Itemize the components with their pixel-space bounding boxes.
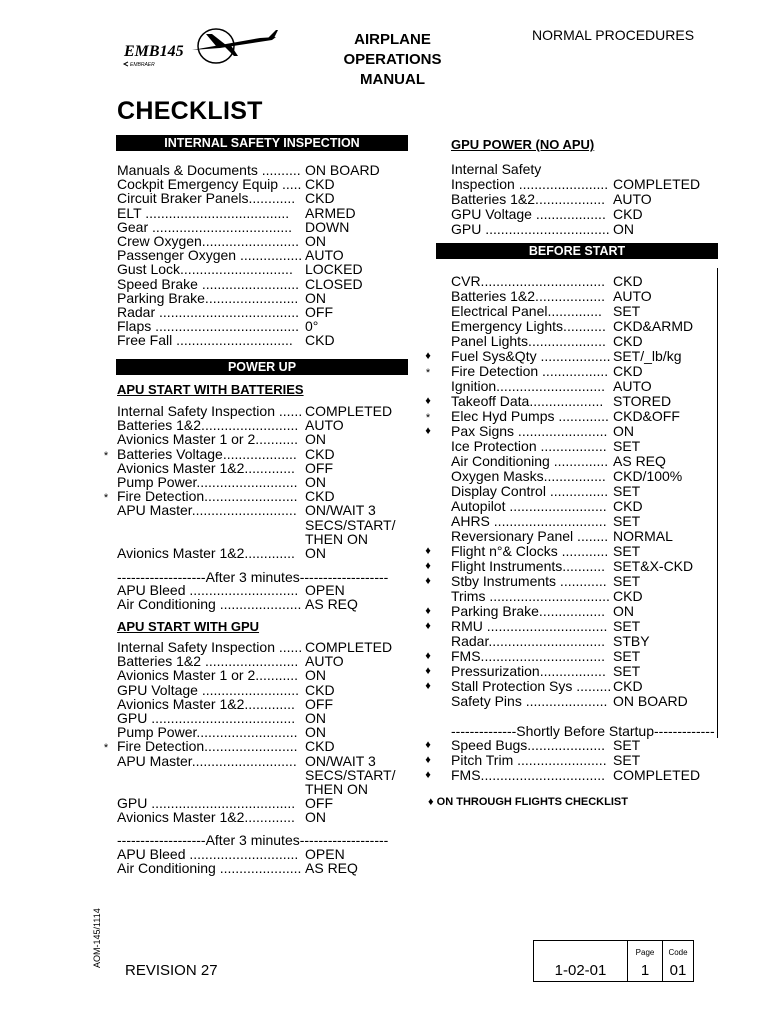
item-value: COMPLETED — [613, 767, 701, 783]
item-value: OFF — [305, 695, 333, 712]
item-value: CKD — [613, 363, 643, 379]
item-value: OPEN — [305, 846, 345, 862]
section-name: NORMAL PROCEDURES — [532, 27, 695, 43]
item-label: Crew Oxygen......................... — [117, 234, 300, 249]
item-value: ON BOARD — [613, 693, 688, 709]
item-label: Gust Lock............................. — [117, 262, 293, 278]
checklist-row — [451, 634, 733, 649]
item-value: ON — [613, 603, 634, 619]
item-label: Air Conditioning .............. — [451, 454, 609, 469]
item-label: APU Master........................... — [117, 503, 297, 519]
item-label: Free Fall .............................. — [117, 333, 293, 349]
checklist-row — [117, 546, 425, 561]
item-label: APU Bleed ............................ — [117, 847, 299, 862]
checklist-row — [117, 461, 425, 476]
checklist-row — [425, 678, 733, 694]
before-start-header: BEFORE START — [436, 243, 718, 259]
checklist-row — [117, 640, 425, 655]
item-value: CKD — [613, 498, 643, 514]
item-value: AUTO — [305, 417, 344, 434]
item-value: SET/_lb/kg — [613, 348, 682, 364]
item-label: Passenger Oxygen ................ — [117, 248, 303, 264]
item-value: OFF — [305, 795, 333, 812]
item-value: ON — [305, 710, 326, 726]
item-label: Safety Pins ..................... — [451, 694, 608, 709]
item-value: 0° — [305, 318, 319, 335]
item-value: AS REQ — [613, 453, 666, 469]
document-id: AOM-145/1114 — [92, 908, 102, 968]
item-value: SET&X-CKD — [613, 558, 694, 574]
checklist-row — [117, 333, 425, 348]
checklist-row — [451, 454, 733, 469]
item-label: Parking Brake........................ — [117, 290, 299, 306]
checklist-row — [425, 423, 733, 439]
checklist-row — [117, 291, 425, 306]
checklist-row — [117, 234, 425, 249]
item-label: Trims ............................... — [451, 589, 610, 604]
checklist-row — [425, 558, 733, 574]
item-label: APU Bleed ............................ — [117, 583, 299, 598]
item-label: Ice Protection ................. — [451, 439, 607, 454]
item-value: SET — [613, 663, 641, 679]
item-value: COMPLETED — [305, 403, 393, 419]
checklist-row — [117, 711, 425, 726]
item-label: FMS................................ — [451, 649, 606, 664]
checklist-row — [451, 499, 733, 514]
item-label: Stall Protection Sys ......... — [451, 679, 611, 694]
item-label: Electrical Panel.............. — [451, 304, 602, 319]
item-label: Inspection ....................... — [451, 177, 609, 192]
item-label: Pump Power.......................... — [117, 725, 298, 741]
item-value: ON — [305, 809, 326, 826]
item-label: RMU ............................... — [451, 619, 608, 634]
diamond-mark-icon: ♦ — [425, 350, 431, 362]
item-value: AS REQ — [305, 596, 358, 613]
item-label: Manuals & Documents .......... — [117, 163, 301, 178]
revision-label: REVISION 27 — [125, 962, 218, 979]
item-value: SET — [613, 737, 641, 753]
diamond-mark-icon: ♦ — [425, 425, 431, 437]
checklist-row — [117, 810, 425, 825]
item-label: ELT ..................................... — [117, 205, 290, 221]
item-label: Internal Safety Inspection ...... — [117, 404, 303, 419]
checklist-row — [117, 697, 425, 712]
checklist-row — [117, 248, 425, 263]
item-value: SET — [613, 648, 641, 664]
item-value: ON/WAIT 3 — [305, 502, 376, 519]
checklist-row — [451, 439, 733, 454]
checklist-row — [451, 207, 733, 222]
item-label: GPU Voltage ......................... — [117, 682, 300, 698]
diamond-mark-icon: ♦ — [425, 754, 431, 766]
item-value: AUTO — [613, 378, 652, 394]
item-label: Batteries 1&2......................... — [117, 418, 299, 434]
item-label: Internal Safety — [451, 162, 542, 177]
checklist-row — [117, 683, 425, 698]
item-label: Reversionary Panel ........ — [451, 529, 609, 544]
item-value: CKD — [305, 738, 335, 755]
checklist-row — [117, 518, 425, 533]
checklist-row — [451, 192, 733, 207]
item-label: Internal Safety Inspection ...... — [117, 640, 303, 655]
through-flights-footnote: ♦ ON THROUGH FLIGHTS CHECKLIST — [428, 796, 628, 808]
item-value: CLOSED — [305, 275, 363, 292]
item-value: CKD — [613, 273, 643, 289]
item-label: Radar.............................. — [451, 634, 606, 649]
checklist-row — [451, 589, 733, 604]
checklist-row — [451, 319, 733, 334]
gpu-power-heading: GPU POWER (NO APU) — [451, 137, 595, 152]
checklist-row — [425, 363, 733, 379]
item-label: GPU ..................................... — [117, 796, 296, 812]
item-label: Avionics Master 1 or 2........... — [117, 668, 299, 684]
checklist-row — [117, 725, 425, 740]
item-label: Cockpit Emergency Equip ..... — [117, 177, 302, 193]
diamond-mark-icon: ♦ — [425, 650, 431, 662]
checklist-row — [451, 334, 733, 349]
checklist-row — [117, 654, 425, 669]
item-value: SET — [613, 438, 641, 454]
item-value: ON — [305, 474, 326, 490]
item-value: ON — [305, 545, 326, 561]
logo-sub: EMBRAER — [130, 62, 155, 68]
item-label: Elec Hyd Pumps ............. — [451, 409, 609, 424]
checklist-row — [103, 445, 425, 462]
item-value: CKD — [305, 445, 335, 462]
apu-gpu-heading: APU START WITH GPU — [117, 619, 260, 634]
item-value: CKD — [305, 332, 335, 349]
asterisk-mark-icon: * — [103, 742, 109, 755]
checklist-row — [451, 379, 733, 394]
power-up-header: POWER UP — [116, 359, 408, 375]
title-line-3: MANUAL — [360, 71, 425, 88]
code-number: 01 — [669, 962, 687, 979]
item-value: CKD&OFF — [613, 408, 680, 424]
checklist-row — [117, 319, 425, 334]
checklist-row — [117, 404, 425, 419]
checklist-row — [117, 262, 425, 277]
item-value: AUTO — [305, 653, 344, 670]
checklist-row — [117, 177, 425, 192]
checklist-row — [425, 348, 733, 364]
checklist-row — [117, 277, 425, 292]
item-label: Avionics Master 1&2............. — [117, 546, 295, 561]
item-label: Avionics Master 1&2............. — [117, 810, 295, 826]
item-value: NORMAL — [613, 528, 673, 544]
item-label: Pax Signs ....................... — [451, 424, 608, 439]
checklist-row — [117, 782, 425, 797]
checklist-row — [425, 752, 733, 768]
item-label: Ignition............................ — [451, 379, 606, 394]
checklist-row — [117, 475, 425, 490]
checklist-row — [425, 543, 733, 559]
item-value: OPEN — [305, 582, 345, 598]
after-3-minutes-divider-2: -------------------After 3 minutes------------------- — [117, 832, 389, 848]
checklist-row — [117, 220, 425, 235]
item-label: Avionics Master 1&2............. — [117, 460, 295, 476]
diamond-mark-icon: ♦ — [425, 739, 431, 751]
checklist-row — [117, 163, 425, 178]
checklist-row — [117, 191, 425, 206]
checklist-row — [451, 529, 733, 544]
item-value: CKD — [305, 681, 335, 698]
item-value: SET — [613, 303, 641, 319]
page-label: Page — [635, 948, 655, 957]
item-value: AUTO — [613, 191, 652, 207]
after-3-minutes-divider: -------------------After 3 minutes------------------- — [117, 569, 389, 585]
item-value: AUTO — [305, 247, 344, 264]
checklist-row — [425, 618, 733, 634]
item-value: SET — [613, 543, 641, 559]
item-value: CKD — [613, 206, 643, 222]
checklist-row — [425, 573, 733, 589]
checklist-row — [425, 408, 733, 424]
item-label: Batteries 1&2.................. — [451, 289, 606, 304]
item-value: SET — [613, 573, 641, 589]
checklist-row — [117, 861, 425, 876]
diamond-mark-icon: ♦ — [425, 680, 431, 692]
item-label: APU Master........................... — [117, 753, 297, 769]
checklist-row — [103, 738, 425, 755]
item-value: THEN ON — [305, 530, 368, 547]
item-label: Pressurization................. — [451, 664, 606, 679]
item-label: Avionics Master 1 or 2........... — [117, 432, 299, 448]
item-label: Air Conditioning ..................... — [117, 861, 302, 877]
page-number: 1 — [640, 962, 650, 979]
shortly-before-startup-divider: --------------Shortly Before Startup------------- — [451, 723, 715, 739]
item-label: Parking Brake................. — [451, 604, 606, 619]
item-value: CKD — [613, 678, 643, 694]
title-line-1: AIRPLANE — [354, 31, 431, 48]
item-value: CKD — [305, 190, 335, 207]
item-value: ON — [613, 423, 634, 439]
item-value: LOCKED — [305, 261, 363, 278]
checklist-row — [451, 274, 733, 289]
checklist-row — [451, 222, 733, 237]
item-label: Fire Detection ................. — [451, 364, 609, 379]
code-main: 1-02-01 — [554, 962, 607, 979]
checklist-row — [425, 393, 733, 409]
item-label: Flight n°& Clocks ............ — [451, 544, 609, 559]
item-label: Oxygen Masks................ — [451, 469, 606, 484]
diamond-mark-icon: ♦ — [425, 620, 431, 632]
checklist-row — [117, 432, 425, 447]
item-value: ARMED — [305, 204, 356, 221]
item-value: OFF — [305, 459, 333, 476]
manual-title — [320, 30, 465, 90]
internal-safety-header: INTERNAL SAFETY INSPECTION — [116, 135, 408, 151]
item-value: THEN ON — [305, 781, 368, 797]
item-value: ON — [305, 233, 326, 249]
item-value: AS REQ — [305, 860, 358, 877]
asterisk-mark-icon: * — [103, 449, 109, 462]
checklist-row — [451, 304, 733, 319]
item-value: CKD — [305, 488, 335, 505]
item-label: CVR................................ — [451, 274, 606, 289]
item-value: ON BOARD — [305, 162, 380, 178]
checklist-row — [451, 469, 733, 484]
item-label: Gear .................................... — [117, 219, 293, 235]
checklist-row — [117, 847, 425, 862]
asterisk-mark-icon: * — [425, 367, 431, 379]
item-label: Autopilot ......................... — [451, 499, 607, 514]
item-label: Pitch Trim ....................... — [451, 753, 607, 768]
item-value: CKD/100% — [613, 468, 683, 484]
diamond-mark-icon: ♦ — [425, 575, 431, 587]
item-value: SET — [613, 483, 641, 499]
checklist-row — [117, 532, 425, 547]
diamond-mark-icon: ♦ — [425, 545, 431, 557]
item-value: ON — [305, 724, 326, 741]
checklist-row — [451, 162, 733, 177]
item-label: Flaps ..................................... — [117, 319, 300, 335]
item-label: Air Conditioning ..................... — [117, 597, 302, 613]
item-value: COMPLETED — [305, 639, 393, 655]
item-value: SET — [613, 513, 641, 529]
item-label: GPU ..................................... — [117, 711, 296, 726]
item-label: Emergency Lights........... — [451, 319, 606, 334]
checklist-row — [117, 305, 425, 320]
item-label: Speed Brake ......................... — [117, 276, 300, 292]
checklist-row — [451, 694, 733, 709]
item-value: DOWN — [305, 218, 350, 235]
apu-batteries-heading: APU START WITH BATTERIES — [117, 382, 304, 397]
item-label: Flight Instruments........... — [451, 559, 606, 574]
item-label: Avionics Master 1&2............. — [117, 696, 295, 712]
item-value: ON — [305, 667, 326, 684]
item-label: Takeoff Data................... — [451, 394, 604, 409]
item-label: Fuel Sys&Qty .................. — [451, 349, 611, 364]
checklist-row — [425, 663, 733, 679]
item-label: Radar .................................... — [117, 305, 300, 320]
item-label: Display Control ............... — [451, 484, 609, 499]
checklist-row — [425, 648, 733, 664]
item-label: GPU Voltage .................. — [451, 207, 606, 222]
asterisk-mark-icon: * — [425, 412, 431, 424]
item-value: SET — [613, 618, 641, 634]
embraer-logo — [120, 26, 280, 72]
title-line-2: OPERATIONS — [343, 51, 442, 68]
diamond-mark-icon: ♦ — [425, 769, 431, 781]
item-value: CKD — [613, 588, 643, 604]
item-value: CKD — [613, 333, 643, 349]
item-value: OFF — [305, 304, 333, 320]
checklist-row — [117, 206, 425, 221]
logo-text: EMB145 — [124, 43, 184, 60]
item-label: AHRS ............................. — [451, 514, 607, 529]
embraer-logo-icon — [120, 26, 280, 72]
checklist-row — [117, 768, 425, 783]
checklist-row — [117, 668, 425, 683]
diamond-mark-icon: ♦ — [425, 395, 431, 407]
item-label: Stby Instruments ............ — [451, 574, 607, 589]
diamond-mark-icon: ♦ — [425, 605, 431, 617]
item-label: GPU ................................ — [451, 222, 610, 237]
item-value: ON — [305, 289, 326, 306]
diamond-mark-icon: ♦ — [425, 560, 431, 572]
item-label: Batteries 1&2 ........................ — [117, 654, 299, 670]
item-label: FMS................................ — [451, 768, 606, 783]
checklist-row — [425, 737, 733, 753]
item-value: STBY — [613, 633, 650, 649]
item-label: Speed Bugs.................... — [451, 738, 606, 753]
item-label: Pump Power.......................... — [117, 475, 298, 490]
item-label: Batteries Voltage................... — [117, 446, 297, 462]
item-value: ON — [613, 221, 634, 237]
code-label: Code — [668, 948, 688, 957]
item-label: Fire Detection........................ — [117, 739, 298, 755]
checklist-row — [117, 597, 425, 612]
checklist-row — [117, 796, 425, 811]
diamond-mark-icon: ♦ — [425, 665, 431, 677]
item-label: Batteries 1&2.................. — [451, 192, 606, 207]
item-value: ON/WAIT 3 — [305, 752, 376, 769]
page-title: CHECKLIST — [117, 97, 263, 125]
checklist-row — [451, 484, 733, 499]
item-value: SECS/START/ — [305, 766, 396, 783]
checklist-row — [425, 767, 733, 783]
item-label: Circuit Braker Panels............ — [117, 191, 296, 207]
item-value: CKD&ARMD — [613, 318, 694, 334]
item-value: SECS/START/ — [305, 516, 396, 533]
checklist-row — [117, 418, 425, 433]
item-label: Panel Lights.................... — [451, 334, 606, 349]
checklist-row — [425, 603, 733, 619]
item-value: STORED — [613, 393, 672, 409]
item-value: ON — [305, 431, 326, 448]
item-value: CKD — [305, 176, 335, 193]
item-value: COMPLETED — [613, 176, 701, 192]
asterisk-mark-icon: * — [103, 492, 109, 505]
page-code-box — [533, 940, 694, 982]
checklist-row — [117, 583, 425, 598]
checklist-row — [451, 289, 733, 304]
checklist-row — [103, 488, 425, 505]
item-value: SET — [613, 752, 641, 768]
item-value: AUTO — [613, 288, 652, 304]
checklist-row — [451, 177, 733, 192]
item-label: Fire Detection........................ — [117, 489, 298, 505]
checklist-row — [451, 514, 733, 529]
